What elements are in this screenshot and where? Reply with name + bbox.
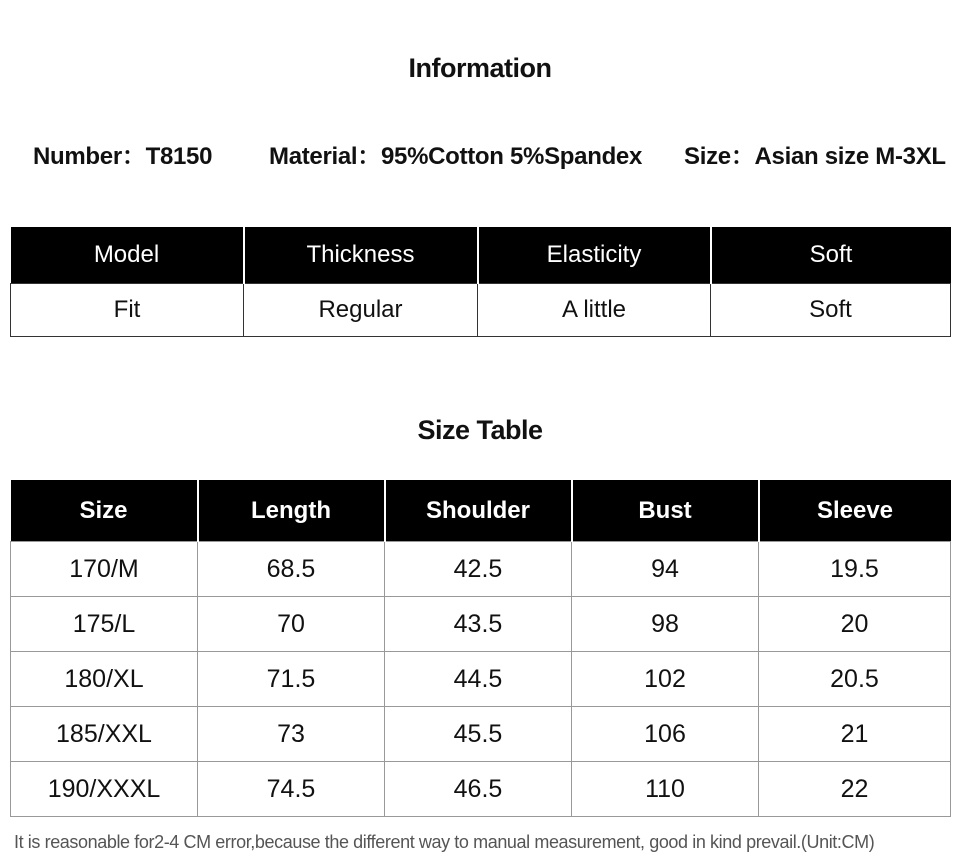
size-header-bust: Bust: [572, 480, 759, 542]
attr-value-thickness: Regular: [244, 284, 478, 337]
cell-shoulder: 46.5: [385, 762, 572, 817]
attr-value-model: Fit: [11, 284, 244, 337]
attr-header-model: Model: [11, 227, 244, 284]
size-table-title: Size Table: [417, 415, 543, 445]
attribute-value-row: [11, 284, 951, 337]
cell-sleeve: 20.5: [759, 652, 951, 707]
cell-size: 185/XXL: [11, 707, 198, 762]
attribute-table: [10, 227, 951, 337]
cell-sleeve: 19.5: [759, 542, 951, 597]
spec-material: Material：95%Cotton 5%Spandex: [269, 143, 643, 170]
information-title: Information: [408, 53, 552, 83]
table-row: [11, 542, 951, 597]
cell-bust: 106: [572, 707, 759, 762]
cell-length: 71.5: [198, 652, 385, 707]
spec-number: Number：T8150: [33, 143, 213, 170]
cell-shoulder: 44.5: [385, 652, 572, 707]
cell-bust: 94: [572, 542, 759, 597]
cell-shoulder: 43.5: [385, 597, 572, 652]
spec-size: Size：Asian size M-3XL: [684, 143, 946, 170]
cell-shoulder: 42.5: [385, 542, 572, 597]
table-row: [11, 707, 951, 762]
cell-bust: 98: [572, 597, 759, 652]
cell-size: 190/XXXL: [11, 762, 198, 817]
cell-shoulder: 45.5: [385, 707, 572, 762]
cell-size: 170/M: [11, 542, 198, 597]
cell-sleeve: 20: [759, 597, 951, 652]
size-header-size: Size: [11, 480, 198, 542]
size-header-row: [11, 480, 951, 542]
attr-header-elasticity: Elasticity: [478, 227, 711, 284]
spec-line: [0, 136, 960, 170]
measurement-note: It is reasonable for2-4 CM error,because the different way to manual measurement, good in kind prevail.(Unit:CM): [14, 832, 875, 852]
cell-sleeve: 21: [759, 707, 951, 762]
table-row: [11, 652, 951, 707]
attr-value-elasticity: A little: [478, 284, 711, 337]
cell-length: 68.5: [198, 542, 385, 597]
cell-bust: 102: [572, 652, 759, 707]
attr-value-soft: Soft: [711, 284, 951, 337]
cell-length: 70: [198, 597, 385, 652]
size-header-length: Length: [198, 480, 385, 542]
attr-header-soft: Soft: [711, 227, 951, 284]
size-table: [10, 480, 951, 817]
cell-length: 74.5: [198, 762, 385, 817]
cell-size: 180/XL: [11, 652, 198, 707]
size-header-shoulder: Shoulder: [385, 480, 572, 542]
cell-bust: 110: [572, 762, 759, 817]
table-row: [11, 597, 951, 652]
table-row: [11, 762, 951, 817]
cell-size: 175/L: [11, 597, 198, 652]
cell-length: 73: [198, 707, 385, 762]
attr-header-thickness: Thickness: [244, 227, 478, 284]
size-header-sleeve: Sleeve: [759, 480, 951, 542]
attribute-header-row: [11, 227, 951, 284]
cell-sleeve: 22: [759, 762, 951, 817]
